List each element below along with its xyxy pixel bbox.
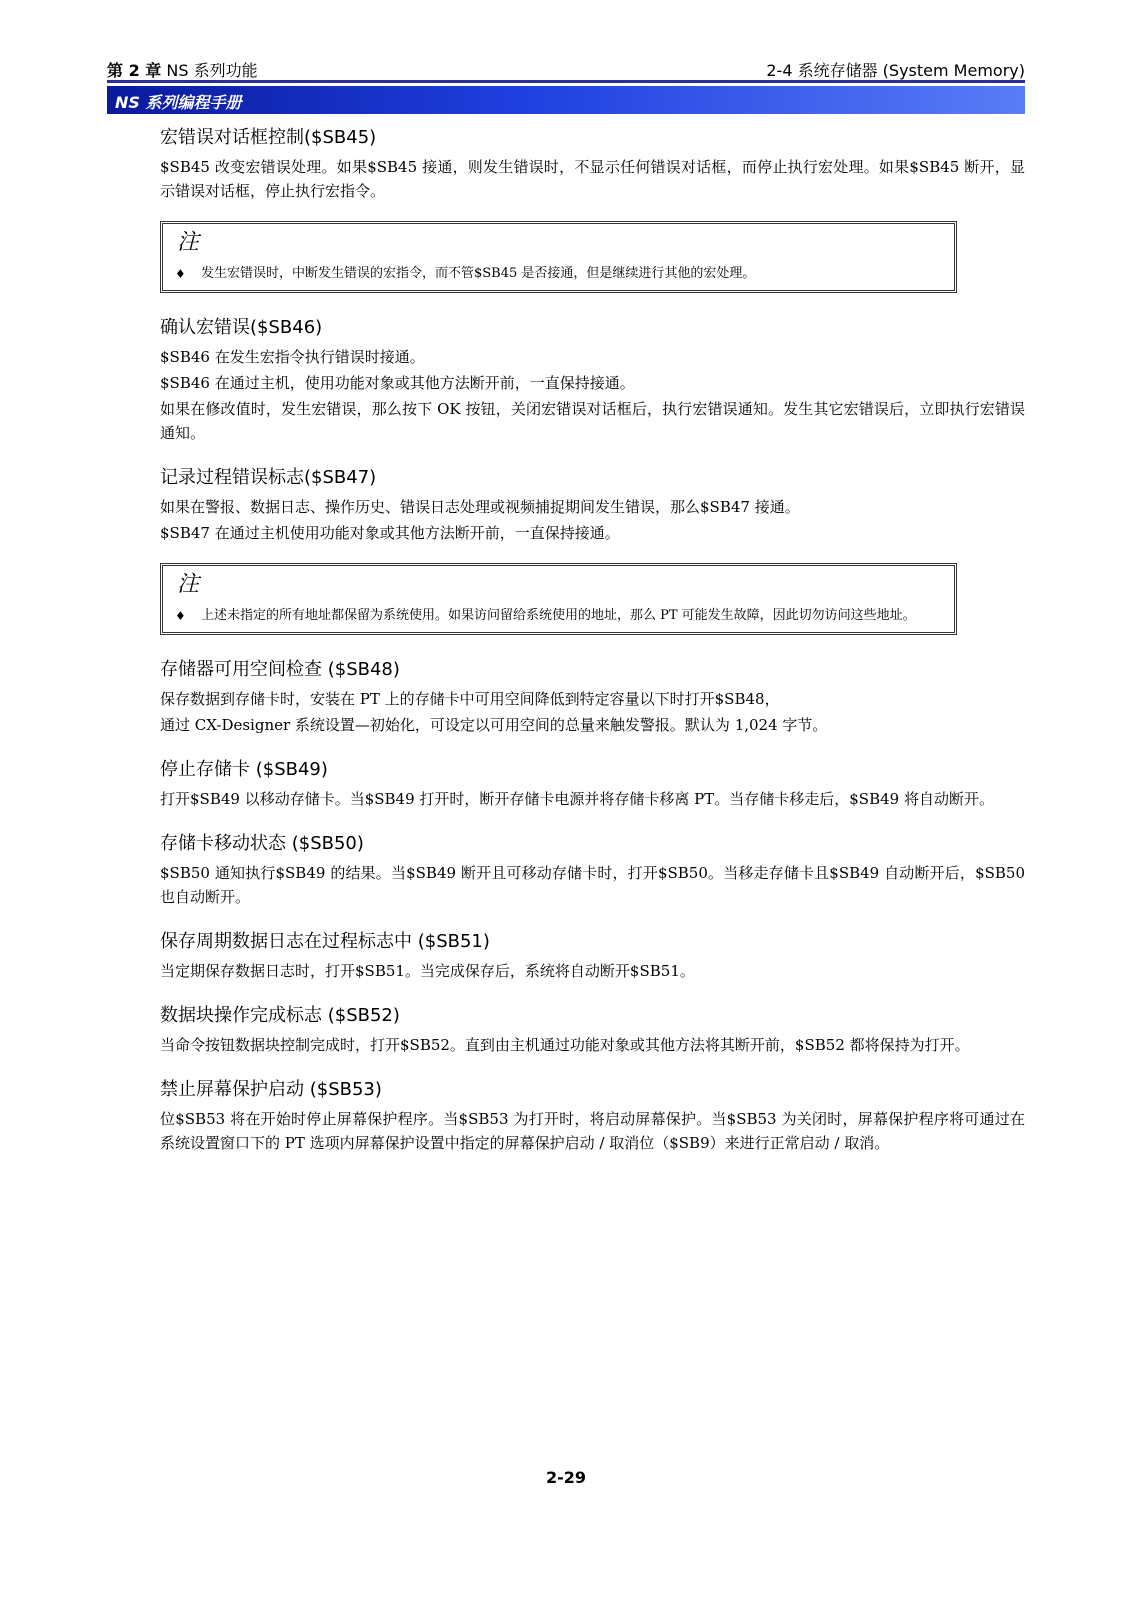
- paragraph: $SB50 通知执行$SB49 的结果。当$SB49 断开且可移动存储卡时，打开$SB50。当移走存储卡且$SB49 自动断开后，$SB50 也自动断开。: [160, 864, 1025, 906]
- section-sb50: [160, 831, 1025, 909]
- note-box: [160, 221, 957, 293]
- manual-title: NS 系列编程手册: [115, 93, 242, 112]
- section-heading: 宏错误对话框控制($SB45): [160, 127, 377, 148]
- paragraph: 如果在修改值时，发生宏错误，那么按下 OK 按钮，关闭宏错误对话框后，执行宏错误通知。发生其它宏错误后，立即执行宏错误通知。: [160, 400, 1025, 442]
- section-heading: 数据块操作完成标志 ($SB52): [160, 1005, 400, 1026]
- section-sb47: [160, 465, 1025, 545]
- section-sb51: [160, 929, 1025, 983]
- paragraph: $SB47 在通过主机使用功能对象或其他方法断开前，一直保持接通。: [160, 524, 620, 542]
- section-heading: 存储器可用空间检查 ($SB48): [160, 659, 400, 680]
- section-reference: 2-4 系统存储器 (System Memory): [766, 61, 1025, 80]
- paragraph: 保存数据到存储卡时，安装在 PT 上的存储卡中可用空间降低到特定容量以下时打开$SB48，: [160, 690, 780, 708]
- page-content: [160, 125, 1025, 1157]
- note-text: 上述未指定的所有地址都保留为系统使用。如果访问留给系统使用的地址，那么 PT 可能发生故障，因此切勿访问这些地址。: [201, 608, 916, 623]
- section-heading: 确认宏错误($SB46): [160, 317, 323, 338]
- note-box: [160, 563, 957, 635]
- paragraph: 当定期保存数据日志时，打开$SB51。当完成保存后，系统将自动断开$SB51。: [160, 962, 695, 980]
- chapter-title: NS 系列功能: [166, 61, 258, 80]
- section-heading: 存储卡移动状态 ($SB50): [160, 833, 364, 854]
- section-sb48: [160, 657, 1025, 737]
- section-sb46: [160, 315, 1025, 445]
- diamond-bullet-icon: ♦: [175, 609, 186, 623]
- chapter-heading: [107, 58, 258, 81]
- note-item: [175, 264, 942, 284]
- diamond-bullet-icon: ♦: [175, 267, 186, 281]
- note-item: [175, 606, 942, 626]
- note-text: 发生宏错误时，中断发生错误的宏指令，而不管$SB45 是否接通，但是继续进行其他的宏处理。: [201, 266, 756, 281]
- paragraph: $SB46 在发生宏指令执行错误时接通。: [160, 348, 425, 366]
- paragraph: 当命令按钮数据块控制完成时，打开$SB52。直到由主机通过功能对象或其他方法将其断开前，$SB52 都将保持为打开。: [160, 1036, 970, 1054]
- section-sb49: [160, 757, 1025, 811]
- paragraph: $SB45 改变宏错误处理。如果$SB45 接通，则发生错误时，不显示任何错误对话框，而停止执行宏处理。如果$SB45 断开，显示错误对话框，停止执行宏指令。: [160, 158, 1025, 200]
- chapter-label: 第 2 章: [107, 61, 162, 80]
- section-sb53: [160, 1077, 1025, 1155]
- paragraph: 位$SB53 将在开始时停止屏幕保护程序。当$SB53 为打开时，将启动屏幕保护。当$SB53 为关闭时，屏幕保护程序将可通过在系统设置窗口下的 PT 选项内屏幕保护设置中指定的屏幕保护启动 / 取消位（$SB9）来进行正常启动 / 取消。: [160, 1110, 1025, 1152]
- paragraph: $SB46 在通过主机，使用功能对象或其他方法断开前，一直保持接通。: [160, 374, 635, 392]
- section-sb45: [160, 125, 1025, 203]
- manual-title-banner: [107, 86, 1025, 114]
- section-heading: 记录过程错误标志($SB47): [160, 467, 377, 488]
- paragraph: 如果在警报、数据日志、操作历史、错误日志处理或视频捕捉期间发生错误，那么$SB47 接通。: [160, 498, 800, 516]
- page-number: 2-29: [545, 1468, 587, 1487]
- section-heading: 禁止屏幕保护启动 ($SB53): [160, 1079, 382, 1100]
- paragraph: 打开$SB49 以移动存储卡。当$SB49 打开时，断开存储卡电源并将存储卡移离 PT。当存储卡移走后，$SB49 将自动断开。: [160, 790, 994, 808]
- page-header: [107, 58, 1025, 80]
- section-sb52: [160, 1003, 1025, 1057]
- note-title: 注: [177, 572, 200, 597]
- header-divider: [107, 80, 1025, 83]
- section-heading: 保存周期数据日志在过程标志中 ($SB51): [160, 931, 490, 952]
- note-title: 注: [177, 230, 200, 255]
- section-heading: 停止存储卡 ($SB49): [160, 759, 328, 780]
- paragraph: 通过 CX-Designer 系统设置—初始化，可设定以可用空间的总量来触发警报。默认为 1,024 字节。: [160, 716, 828, 734]
